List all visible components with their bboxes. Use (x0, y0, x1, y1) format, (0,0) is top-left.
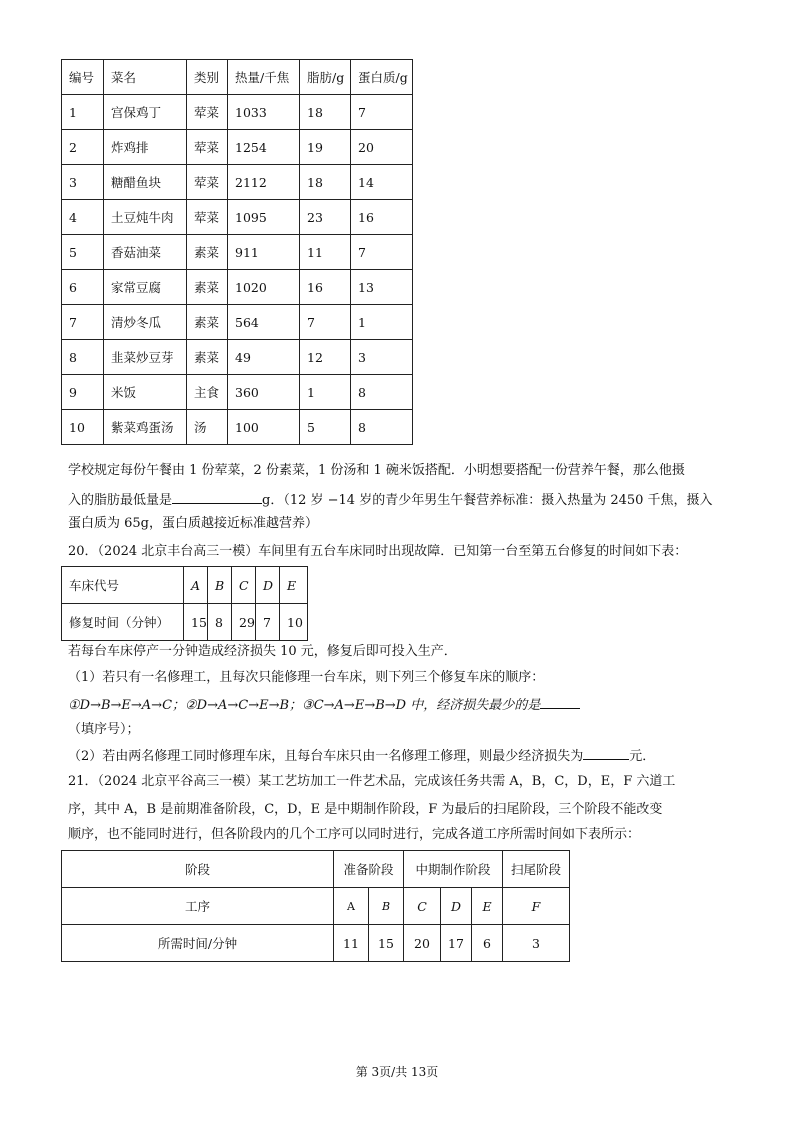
table-cell: 荤菜 (187, 95, 228, 130)
q21-line2: 序，其中 A，B 是前期准备阶段，C，D，E 是中期制作阶段，F 为最后的扫尾阶段，三个阶段不能改变 (68, 802, 663, 817)
table-cell: 1 (62, 95, 104, 130)
q20-part1: （1）若只有一名修理工，且每次只能修理一台车床，则下列三个修复车床的顺序： (68, 670, 545, 685)
q19-line2-b: g．（12 岁 −14 岁的青少年男生午餐营养标准：摄入热量为 2450 千焦，摄入 (262, 493, 713, 508)
machine-code-label: 车床代号 (62, 567, 184, 604)
table-cell: 韭菜炒豆芽 (104, 340, 187, 375)
answer-blank-order[interactable] (540, 695, 580, 709)
repair-time: 29 (232, 604, 256, 641)
table-cell: 100 (228, 410, 300, 445)
q21-line1: 21．（2024 北京平谷高三一模）某工艺坊加工一件艺术品，完成该任务共需 A，B，C，D，E，F 六道工 (68, 774, 676, 789)
repair-time: 15 (184, 604, 208, 641)
machine-code: E (280, 567, 308, 604)
table-row (62, 851, 570, 888)
table-cell: 19 (300, 130, 351, 165)
process-time: 3 (503, 925, 570, 962)
repair-time: 8 (208, 604, 232, 641)
table-cell: 7 (62, 305, 104, 340)
table-cell: 564 (228, 305, 300, 340)
table-cell: 宫保鸡丁 (104, 95, 187, 130)
table-cell: 360 (228, 375, 300, 410)
machine-code: D (256, 567, 280, 604)
table-cell: 5 (62, 235, 104, 270)
table-cell: 米饭 (104, 375, 187, 410)
table-cell: 8 (351, 375, 413, 410)
process-code: F (503, 888, 570, 925)
table-row (62, 200, 413, 235)
q21-line3: 顺序，也不能同时进行，但各阶段内的几个工序可以同时进行，完成各道工序所需时间如下表所示： (68, 827, 641, 842)
stage-prep: 准备阶段 (334, 851, 404, 888)
table-row (62, 925, 570, 962)
time-label: 所需时间/分钟 (62, 925, 334, 962)
table-cell: 1095 (228, 200, 300, 235)
answer-blank-loss[interactable] (583, 746, 629, 760)
answer-blank-fat[interactable] (172, 490, 262, 504)
q20-options (68, 695, 580, 715)
stage-end: 扫尾阶段 (503, 851, 570, 888)
table-cell: 5 (300, 410, 351, 445)
table-cell: 7 (351, 235, 413, 270)
table-cell: 糖醋鱼块 (104, 165, 187, 200)
column-header: 类别 (187, 60, 228, 95)
table-cell: 素菜 (187, 270, 228, 305)
column-header: 蛋白质/g (351, 60, 413, 95)
table-cell: 香菇油菜 (104, 235, 187, 270)
machine-code: B (208, 567, 232, 604)
process-code: E (472, 888, 503, 925)
table-cell: 18 (300, 95, 351, 130)
table-cell: 荤菜 (187, 200, 228, 235)
machine-code: C (232, 567, 256, 604)
table-row (62, 165, 413, 200)
process-time: 17 (441, 925, 472, 962)
table-cell: 1254 (228, 130, 300, 165)
table-cell: 13 (351, 270, 413, 305)
table-row (62, 604, 308, 641)
table-cell: 汤 (187, 410, 228, 445)
dish-table (61, 59, 413, 445)
table-cell: 7 (351, 95, 413, 130)
column-header: 编号 (62, 60, 104, 95)
table-cell: 9 (62, 375, 104, 410)
stage-mid: 中期制作阶段 (404, 851, 503, 888)
stage-label: 阶段 (62, 851, 334, 888)
table-cell: 素菜 (187, 305, 228, 340)
table-cell: 16 (300, 270, 351, 305)
repair-time: 10 (280, 604, 308, 641)
repair-time-label: 修复时间（分钟） (62, 604, 184, 641)
table-cell: 10 (62, 410, 104, 445)
table-cell: 1 (300, 375, 351, 410)
process-time: 11 (334, 925, 369, 962)
table-cell: 11 (300, 235, 351, 270)
process-label: 工序 (62, 888, 334, 925)
machine-code: A (184, 567, 208, 604)
table-row (62, 270, 413, 305)
table-cell: 6 (62, 270, 104, 305)
table-row (62, 888, 570, 925)
q20-fill-hint: （填序号）； (68, 722, 140, 737)
q19-line3: 蛋白质为 65g，蛋白质越接近标准越营养） (68, 516, 318, 531)
table-row (62, 410, 413, 445)
table-cell: 4 (62, 200, 104, 235)
table-cell: 1020 (228, 270, 300, 305)
table-cell: 荤菜 (187, 130, 228, 165)
table-cell: 紫菜鸡蛋汤 (104, 410, 187, 445)
q20-intro: 20．（2024 北京丰台高三一模）车间里有五台车床同时出现故障．已知第一台至第五台修复的时间如下表： (68, 544, 688, 559)
table-cell: 素菜 (187, 340, 228, 375)
table-cell: 14 (351, 165, 413, 200)
table-cell: 7 (300, 305, 351, 340)
process-code: A (334, 888, 369, 925)
table-row (62, 130, 413, 165)
q20-loss-note: 若每台车床停产一分钟造成经济损失 10 元，修复后即可投入生产． (68, 644, 457, 659)
repair-time: 7 (256, 604, 280, 641)
page-footer: 第 3页/共 13页 (355, 1065, 439, 1079)
table-cell: 1 (351, 305, 413, 340)
column-header: 热量/千焦 (228, 60, 300, 95)
table-cell: 素菜 (187, 235, 228, 270)
table-cell: 3 (62, 165, 104, 200)
process-time: 15 (369, 925, 404, 962)
column-header: 脂肪/g (300, 60, 351, 95)
table-row (62, 567, 308, 604)
table-row (62, 235, 413, 270)
q20-options-text: ①D→B→E→A→C；②D→A→C→E→B；③C→A→E→B→D 中，经济损失最少的是 (68, 698, 541, 713)
table-cell: 家常豆腐 (104, 270, 187, 305)
q19-line2 (68, 490, 713, 510)
table-cell: 荤菜 (187, 165, 228, 200)
q20-part2 (68, 746, 655, 766)
table-cell: 2 (62, 130, 104, 165)
table-cell: 清炒冬瓜 (104, 305, 187, 340)
table-cell: 土豆炖牛肉 (104, 200, 187, 235)
table-cell: 3 (351, 340, 413, 375)
table-row (62, 340, 413, 375)
table-cell: 8 (62, 340, 104, 375)
table-row (62, 95, 413, 130)
table-row (62, 375, 413, 410)
table-header-row (62, 60, 413, 95)
process-time: 6 (472, 925, 503, 962)
process-code: C (404, 888, 441, 925)
process-code: D (441, 888, 472, 925)
table-cell: 炸鸡排 (104, 130, 187, 165)
column-header: 菜名 (104, 60, 187, 95)
q20-part2-a: （2）若由两名修理工同时修理车床，且每台车床只由一名修理工修理，则最少经济损失为 (68, 749, 584, 764)
table-row (62, 305, 413, 340)
process-code: B (369, 888, 404, 925)
table-cell: 49 (228, 340, 300, 375)
table-cell: 16 (351, 200, 413, 235)
q19-line2-a: 入的脂肪最低量是 (68, 493, 173, 508)
table-cell: 8 (351, 410, 413, 445)
process-time: 20 (404, 925, 441, 962)
q20-part2-b: 元． (629, 749, 656, 764)
table-cell: 18 (300, 165, 351, 200)
table-cell: 主食 (187, 375, 228, 410)
q19-line1: 学校规定每份午餐由 1 份荤菜，2 份素菜，1 份汤和 1 碗米饭搭配．小明想要搭配一份营养午餐，那么他摄 (68, 463, 685, 478)
table-cell: 911 (228, 235, 300, 270)
stage-table (61, 850, 570, 962)
machine-table (61, 566, 308, 641)
table-cell: 23 (300, 200, 351, 235)
table-cell: 12 (300, 340, 351, 375)
table-cell: 2112 (228, 165, 300, 200)
table-cell: 20 (351, 130, 413, 165)
table-cell: 1033 (228, 95, 300, 130)
